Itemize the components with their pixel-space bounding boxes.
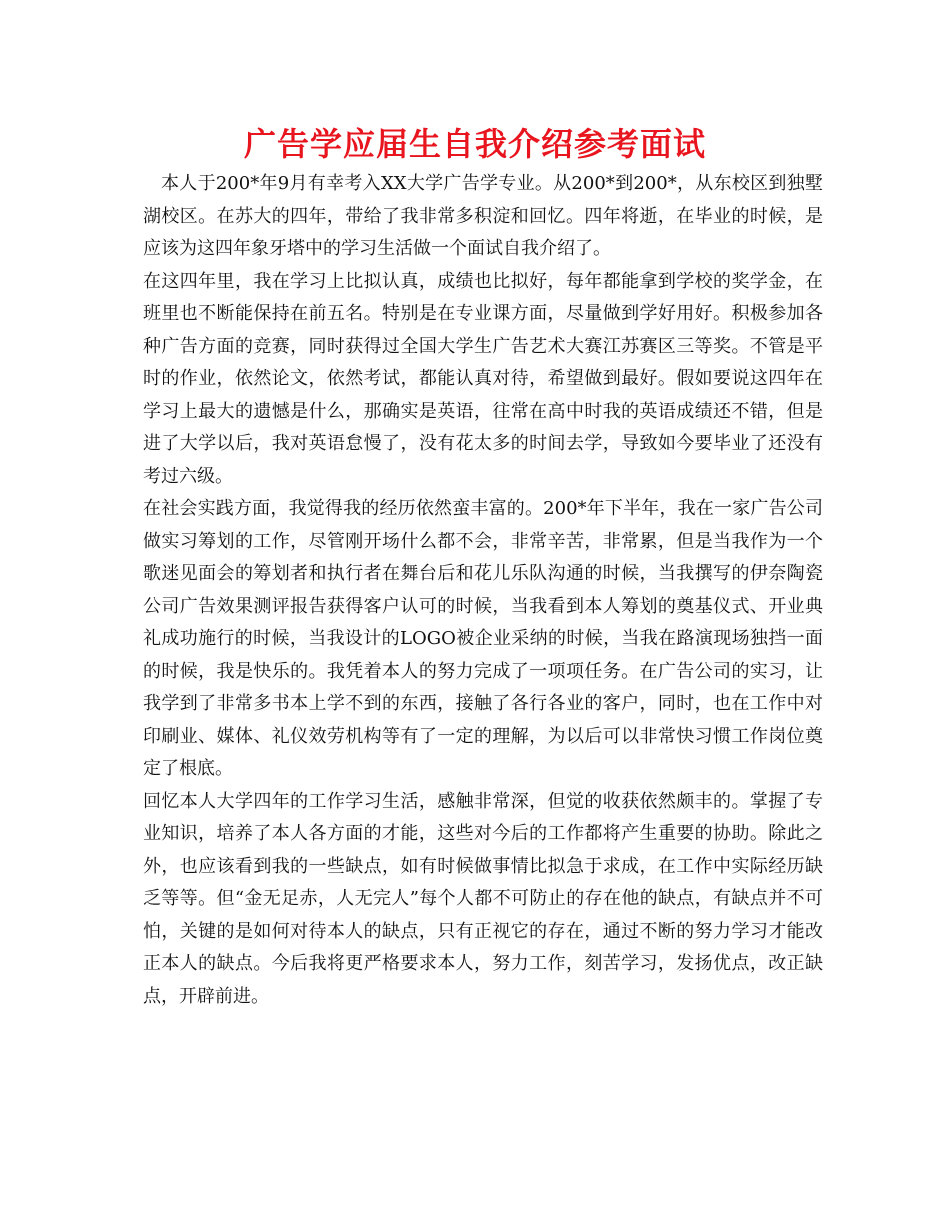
document-body: [143, 168, 823, 1013]
paragraph-1: 本人于200*年9月有幸考入XX大学广告学专业。从200*到200*，从东校区到独墅湖校区。在苏大的四年，带给了我非常多积淀和回忆。四年将逝，在毕业的时候，是应该为这四年象牙塔中的学习生活做一个面试自我介绍了。: [143, 173, 823, 259]
paragraph-3: 在社会实践方面，我觉得我的经历依然蛮丰富的。200*年下半年，我在一家广告公司做实习筹划的工作，尽管刚开场什么都不会，非常辛苦，非常累，但是当我作为一个歌迷见面会的筹划者和执行者在舞台后和花儿乐队沟通的时候，当我撰写的伊奈陶瓷公司广告效果测评报告获得客户认可的时候，当我看到本人筹划的奠基仪式、开业典礼成功施行的时候，当我设计的LOGO被企业采纳的时候，当我在路演现场独挡一面的时候，我是快乐的。我凭着本人的努力完成了一项项任务。在广告公司的实习，让我学到了非常多书本上学不到的东西，接触了各行各业的客户，同时，也在工作中对印刷业、媒体、礼仪效劳机构等有了一定的理解，为以后可以非常快习惯工作岗位奠定了根底。: [143, 498, 823, 779]
paragraph-2: 在这四年里，我在学习上比拟认真，成绩也比拟好，每年都能拿到学校的奖学金，在班里也不断能保持在前五名。特别是在专业课方面，尽量做到学好用好。积极参加各种广告方面的竞赛，同时获得过全国大学生广告艺术大赛江苏赛区三等奖。不管是平时的作业，依然论文，依然考试，都能认真对待，希望做到最好。假如要说这四年在学习上最大的遗憾是什么，那确实是英语，往常在高中时我的英语成绩还不错，但是进了大学以后，我对英语怠慢了，没有花太多的时间去学，导致如今要毕业了还没有考过六级。: [143, 270, 823, 487]
document-title: 广告学应届生自我介绍参考面试: [243, 125, 706, 163]
paragraph-4: 回忆本人大学四年的工作学习生活，感触非常深，但觉的收获依然颇丰的。掌握了专业知识，培养了本人各方面的才能，这些对今后的工作都将产生重要的协助。除此之外，也应该看到我的一些缺点，如有时候做事情比拟急于求成，在工作中实际经历缺乏等等。但“金无足赤，人无完人”每个人都不可防止的存在他的缺点，有缺点并不可怕，关键的是如何对待本人的缺点，只有正视它的存在，通过不断的努力学习才能改正本人的缺点。今后我将更严格要求本人，努力工作，刻苦学习，发扬优点，改正缺点，开辟前进。: [143, 790, 823, 1007]
